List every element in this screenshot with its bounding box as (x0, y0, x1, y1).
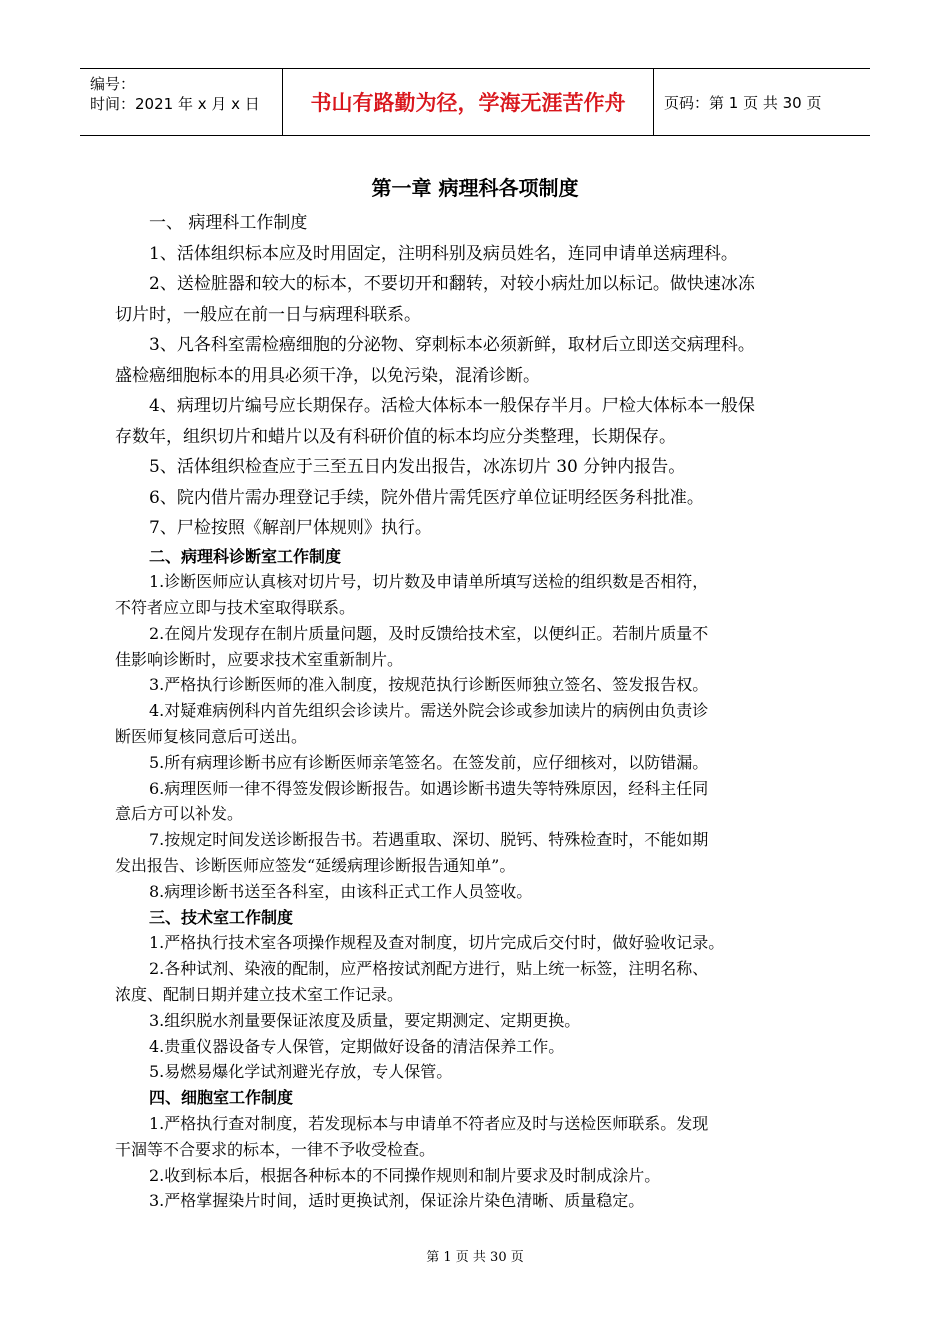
chapter-title: 第一章 病理科各项制度 (371, 176, 579, 200)
paragraph-line: 盛检癌细胞标本的用具必须干净，以免污染，混淆诊断。 (115, 365, 540, 386)
section-3-paragraphs (115, 930, 840, 1085)
paragraph-line: 1.严格执行查对制度，若发现标本与申请单不符者应及时与送检医师联系。发现 (149, 1114, 709, 1134)
paragraph-line: 7.按规定时间发送诊断报告书。若遇重取、深切、脱钙、特殊检查时，不能如期 (149, 830, 709, 850)
document-time-label: 时间：2021 年 x 月 x 日 (90, 95, 260, 113)
paragraph-line: 浓度、配制日期并建立技术室工作记录。 (115, 985, 404, 1005)
paragraph-line: 3、凡各科室需检癌细胞的分泌物、穿刺标本必须新鲜，取材后立即送交病理科。 (149, 335, 755, 355)
header-page-label: 页码：第 1 页 共 30 页 (664, 93, 822, 112)
paragraph-line: 意后方可以补发。 (115, 804, 244, 824)
paragraph-line: 断医师复核同意后可送出。 (115, 727, 308, 747)
paragraph-line: 8.病理诊断书送至各科室，由该科正式工作人员签收。 (149, 881, 533, 901)
section-1-heading: 一、 病理科工作制度 (149, 213, 308, 233)
paragraph-line: 2.在阅片发现存在制片质量问题，及时反馈给技术室，以便纠正。若制片质量不 (149, 623, 709, 643)
section-3-heading: 三、技术室工作制度 (149, 907, 294, 927)
paragraph-line: 4.对疑难病例科内首先组织会诊读片。需送外院会诊或参加读片的病例由负责诊 (149, 701, 709, 721)
paragraph-line: 发出报告、诊断医师应签发“延缓病理诊断报告通知单”。 (115, 856, 516, 876)
document-header (80, 68, 870, 136)
section-2-heading: 二、病理科诊断室工作制度 (149, 546, 342, 566)
header-slogan: 书山有路勤为径，学海无涯苦作舟 (282, 69, 654, 135)
paragraph-line: 3.严格执行诊断医师的准入制度，按规范执行诊断医师独立签名、签发报告权。 (149, 675, 709, 695)
paragraph-line: 不符者应立即与技术室取得联系。 (115, 598, 356, 618)
paragraph-line: 5.易燃易爆化学试剂避光存放，专人保管。 (149, 1062, 453, 1082)
paragraph-line: 7、尸检按照《解剖尸体规则》执行。 (149, 518, 432, 538)
paragraph-line: 3.严格掌握染片时间，适时更换试剂，保证涂片染色清晰、质量稳定。 (149, 1191, 645, 1211)
paragraph-line: 存数年，组织切片和蜡片以及有科研价值的标本均应分类整理，长期保存。 (115, 426, 676, 447)
paragraph-line: 3.组织脱水剂量要保证浓度及质量，要定期测定、定期更换。 (149, 1010, 581, 1030)
paragraph-line: 1.严格执行技术室各项操作规程及查对制度，切片完成后交付时，做好验收记录。 (149, 933, 725, 953)
paragraph-line: 6、院内借片需办理登记手续，院外借片需凭医疗单位证明经医务科批准。 (149, 487, 704, 508)
paragraph-line: 1、活体组织标本应及时用固定，注明科别及病员姓名，连同申请单送病理科。 (149, 243, 738, 264)
paragraph-line: 1.诊断医师应认真核对切片号，切片数及申请单所填写送检的组织数是否相符， (149, 572, 709, 592)
paragraph-line: 6.病理医师一律不得签发假诊断报告。如遇诊断书遗失等特殊原因，经科主任同 (149, 778, 709, 798)
section-4-heading: 四、细胞室工作制度 (149, 1088, 294, 1108)
section-2-paragraphs (115, 569, 840, 904)
paragraph-line: 5.所有病理诊断书应有诊断医师亲笔签名。在签发前，应仔细核对，以防错漏。 (149, 752, 709, 772)
section-1 (115, 208, 840, 544)
paragraph-line: 2.各种试剂、染液的配制，应严格按试剂配方进行，贴上统一标签，注明名称、 (149, 959, 709, 979)
paragraph-line: 干涸等不合要求的标本，一律不予收受检查。 (115, 1139, 436, 1159)
document-body (115, 208, 840, 1214)
paragraph-line: 5、活体组织检查应于三至五日内发出报告，冰冻切片 30 分钟内报告。 (149, 457, 686, 477)
section-4-paragraphs (115, 1111, 840, 1214)
header-meta (80, 69, 282, 135)
paragraph-line: 2、送检脏器和较大的标本，不要切开和翻转，对较小病灶加以标记。做快速冰冻 (149, 274, 755, 294)
document-number-label: 编号： (90, 75, 136, 93)
paragraph-line: 佳影响诊断时，应要求技术室重新制片。 (115, 649, 404, 669)
paragraph-line: 4、病理切片编号应长期保存。活检大体标本一般保存半月。尸检大体标本一般保 (149, 396, 755, 416)
page-footer: 第 1 页 共 30 页 (426, 1250, 524, 1265)
paragraph-line: 切片时，一般应在前一日与病理科联系。 (115, 304, 421, 325)
paragraph-line: 2.收到标本后，根据各种标本的不同操作规则和制片要求及时制成涂片。 (149, 1165, 661, 1185)
section-2 (115, 544, 840, 1215)
paragraph-line: 4.贵重仪器设备专人保管，定期做好设备的清洁保养工作。 (149, 1036, 565, 1056)
section-1-paragraphs (115, 239, 840, 544)
